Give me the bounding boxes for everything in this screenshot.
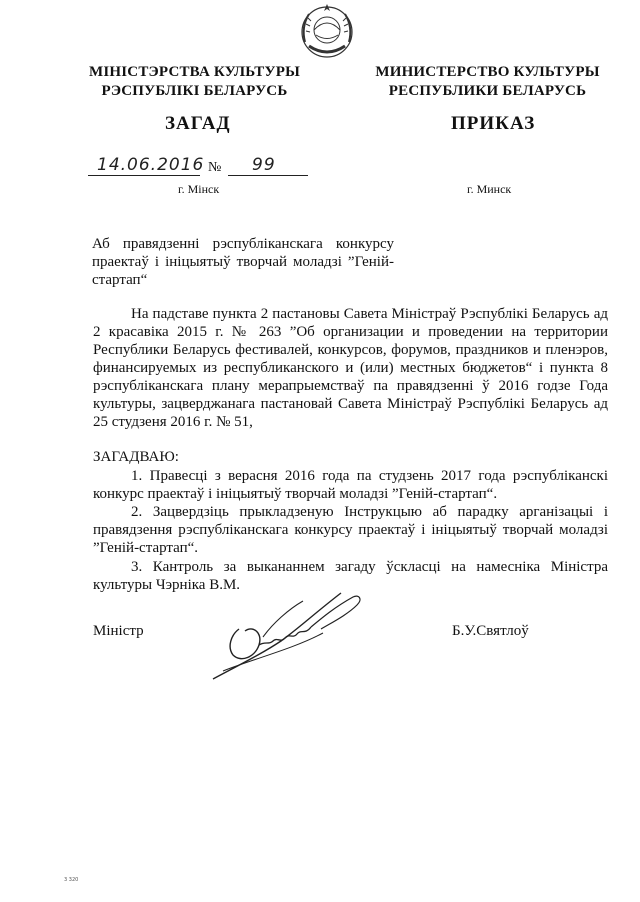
order-subject: Аб правядзенні рэспубліканскага конкурсу праектаў і ініцыятыў творчай моладзі ”Геній-стартап“ — [92, 236, 394, 288]
city-belarusian: г. Мінск — [178, 182, 220, 196]
date-underline — [88, 175, 200, 176]
ministry-line-1: МИНИСТЕРСТВО КУЛЬТУРЫ — [375, 64, 600, 80]
number-underline — [228, 175, 308, 176]
ministry-line-2: РЕСПУБЛИКИ БЕЛАРУСЬ — [388, 83, 587, 99]
order-title-belarusian: ЗАГАД — [165, 113, 231, 134]
handwritten-date: 14.06.2016 — [97, 155, 205, 175]
city-russian: г. Минск — [467, 182, 512, 196]
order-item: 2. Зацвердзіць прыкладзеную Інструкцыю аб парадку арганізацыі і правядзення рэспубліканскага конкурсу праектаў і ініцыятыў творчай моладзі ”Геній-стартап“. — [93, 504, 608, 556]
order-word: ЗАГАДВАЮ: — [93, 449, 179, 465]
handwritten-number: 99 — [252, 155, 276, 175]
number-sign: № — [208, 160, 222, 175]
preamble-paragraph: На падставе пункта 2 пастановы Савета Міністраў Рэспублікі Беларусь ад 2 красавіка 2015 г. № 263 ”Об организации и проведении на территории Республики Беларусь фестивалей, конкурсов, форумов, праздников и пленэров, финансируемых из республиканского и (или) местных бюджетов“ і пункта 8 рэспубліканскага плану мерапрыемстваў па правядзенні ў 2016 годзе Года культуры, зацверджанага пастановай Савета Міністраў Рэспублікі Беларусь ад 25 студзеня 2016 г. № 51, — [93, 306, 608, 430]
order-item: 3. Кантроль за выкананнем загаду ўскласці на намесніка Міністра культуры Чэрніка В.М. — [93, 559, 608, 593]
order-title-russian: ПРИКАЗ — [451, 113, 536, 134]
state-emblem-icon — [297, 2, 357, 62]
signatory-title: Міністр — [93, 623, 144, 639]
ministry-line-2: РЭСПУБЛІКІ БЕЛАРУСЬ — [101, 83, 288, 99]
ministry-name-belarusian — [62, 63, 327, 101]
ministry-line-1: МІНІСТЭРСТВА КУЛЬТУРЫ — [88, 64, 300, 80]
ministry-name-russian — [355, 63, 620, 101]
handwritten-signature — [203, 583, 378, 693]
footer-code: 3 320 — [64, 877, 79, 883]
signatory-name: Б.У.Святлоў — [452, 623, 529, 639]
order-item: 1. Правесці з верасня 2016 года па студзень 2017 года рэспубліканскі конкурс праектаў і ініцыятыў творчай моладзі ”Геній-стартап“. — [93, 468, 608, 502]
